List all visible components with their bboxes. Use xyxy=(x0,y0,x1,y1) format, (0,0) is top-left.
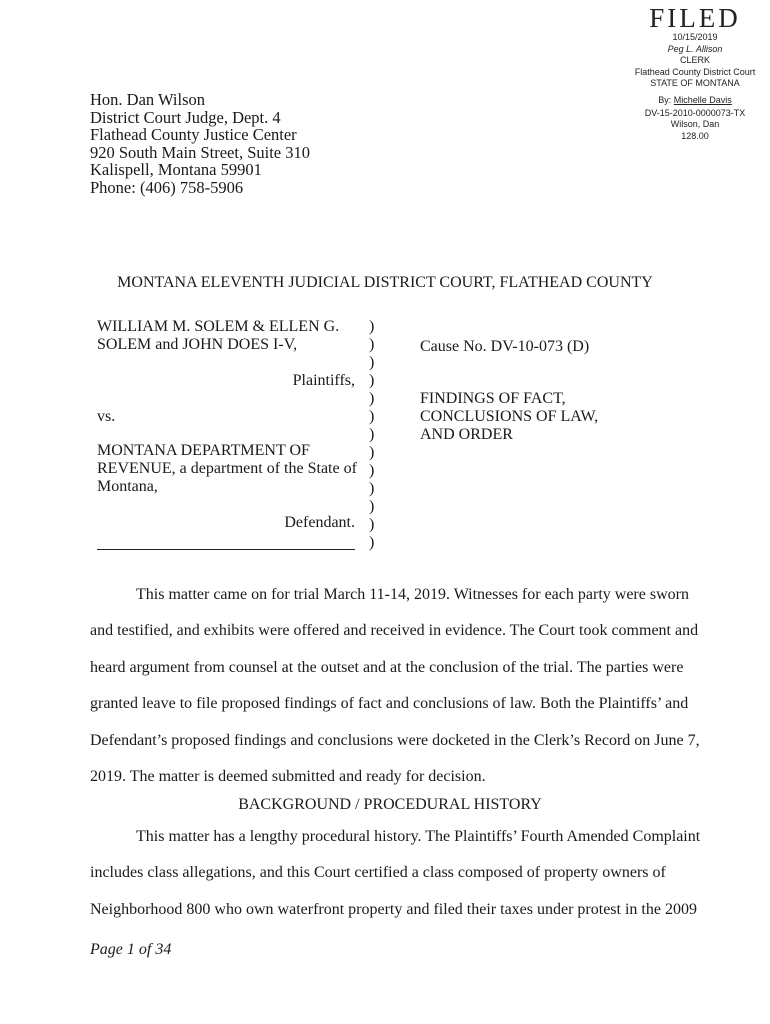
filed-label: FILED xyxy=(649,3,741,33)
caption-paren: ) xyxy=(369,444,375,461)
section-heading: BACKGROUND / PROCEDURAL HISTORY xyxy=(238,795,542,813)
deputy-name: Michelle Davis xyxy=(673,94,732,105)
caption-paren: ) xyxy=(369,516,375,533)
judge-line: Kalispell, Montana 59901 xyxy=(90,160,262,179)
page-number: Page 1 of 34 xyxy=(90,941,172,958)
assigned-judge: Wilson, Dan xyxy=(670,119,720,129)
paragraph-line: Defendant’s proposed findings and conclusions were docketed in the Clerk’s Record on June 7, xyxy=(90,731,700,749)
judge-address-block xyxy=(90,91,310,196)
paragraph-line: includes class allegations, and this Court certified a class composed of property owners of xyxy=(90,864,666,882)
judge-line: Phone: (406) 758-5906 xyxy=(90,177,244,197)
document-title-line: AND ORDER xyxy=(420,426,513,443)
court-name: Flathead County District Court xyxy=(634,66,756,77)
paragraph-line: granted leave to file proposed findings of fact and conclusions of law. Both the Plaintiffs’ and xyxy=(90,695,689,713)
paragraph-line: This matter has a lengthy procedural history. The Plaintiffs’ Fourth Amended Complaint xyxy=(136,827,701,845)
clerk-name: Peg L. Allison xyxy=(667,43,723,54)
caption-paren: ) xyxy=(369,318,375,335)
paragraph-line: and testified, and exhibits were offered and received in evidence. The Court took comment and xyxy=(90,622,699,640)
paragraph-line: Neighborhood 800 who own waterfront property and filed their taxes under protest in the 2009 xyxy=(90,900,697,918)
judge-line: Hon. Dan Wilson xyxy=(90,90,205,109)
caption-paren: ) xyxy=(369,408,375,425)
caption-paren: ) xyxy=(369,480,375,497)
case-number: DV-15-2010-0000073-TX xyxy=(644,107,746,118)
filing-stamp xyxy=(620,4,770,142)
paragraph-line: heard argument from counsel at the outset and at the conclusion of the trial. The parties were xyxy=(90,658,684,676)
deputy-line xyxy=(658,95,732,107)
judge-line: Flathead County Justice Center xyxy=(90,125,297,144)
state-name: STATE OF MONTANA xyxy=(650,78,740,88)
caption-paren: ) xyxy=(369,354,375,371)
judge-line: 920 South Main Street, Suite 310 xyxy=(90,142,310,162)
defendant-name-line: REVENUE, a department of the State of xyxy=(97,460,357,477)
caption-paren: ) xyxy=(369,426,375,443)
caption-paren: ) xyxy=(369,534,375,551)
document-title-line: FINDINGS OF FACT, xyxy=(420,390,566,407)
document-title-line: CONCLUSIONS OF LAW, xyxy=(420,408,599,425)
caption-paren: ) xyxy=(369,390,375,407)
caption-rule xyxy=(97,549,355,550)
cause-number: Cause No. DV-10-073 (D) xyxy=(420,338,590,355)
caption-paren: ) xyxy=(369,372,375,389)
plaintiffs-label: Plaintiffs, xyxy=(292,372,355,389)
document-body xyxy=(90,586,701,937)
by-label: By: xyxy=(658,94,672,105)
clerk-title: CLERK xyxy=(679,55,710,65)
case-code: 128.00 xyxy=(681,130,709,141)
plaintiff-name-line: WILLIAM M. SOLEM & ELLEN G. xyxy=(97,318,340,335)
caption-paren: ) xyxy=(369,498,375,515)
defendant-label: Defendant. xyxy=(284,514,355,531)
defendant-name-line: MONTANA DEPARTMENT OF xyxy=(97,442,310,459)
caption-paren: ) xyxy=(369,336,375,353)
court-title: MONTANA ELEVENTH JUDICIAL DISTRICT COURT, FLATHEAD COUNTY xyxy=(117,274,653,291)
paragraph-line: 2019. The matter is deemed submitted and ready for decision. xyxy=(90,767,486,785)
caption-paren: ) xyxy=(369,462,375,479)
plaintiff-name-line: SOLEM and JOHN DOES I-V, xyxy=(97,336,298,353)
paragraph-line: This matter came on for trial March 11-14, 2019. Witnesses for each party were sworn xyxy=(136,586,689,603)
filed-date: 10/15/2019 xyxy=(672,32,718,42)
case-caption xyxy=(97,318,657,558)
versus-label: vs. xyxy=(97,408,116,425)
judge-line: District Court Judge, Dept. 4 xyxy=(90,107,281,127)
defendant-name-line: Montana, xyxy=(97,478,158,495)
